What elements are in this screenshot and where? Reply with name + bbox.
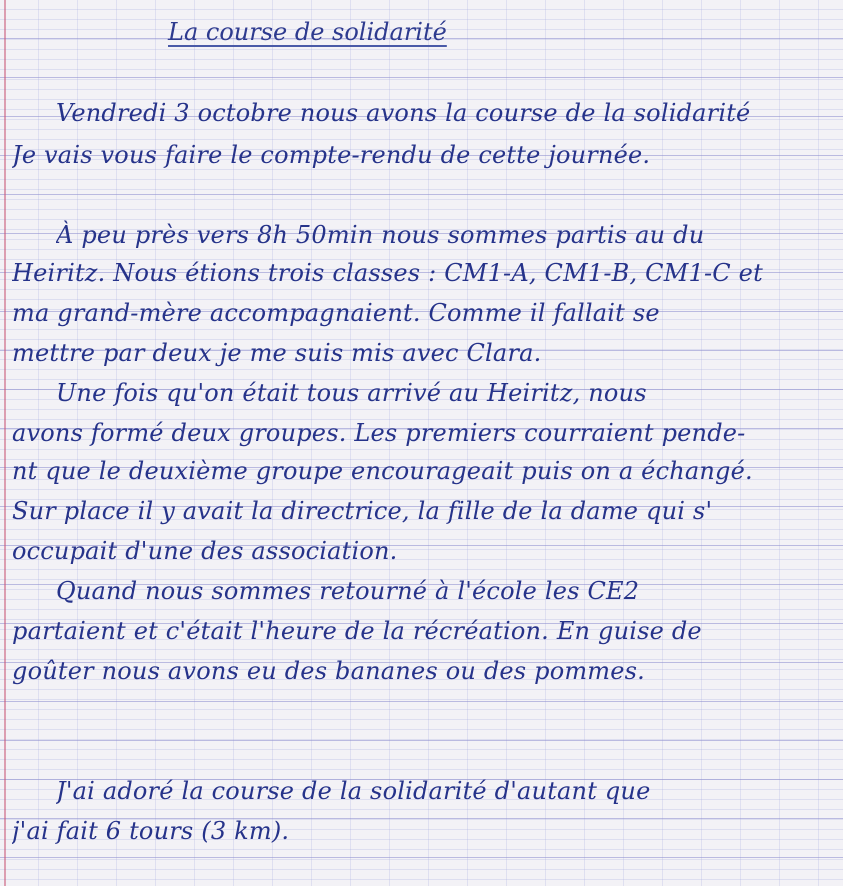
text-line: Je vais vous faire le compte-rendu de cette journée. — [12, 141, 651, 169]
text-line: Vendredi 3 octobre nous avons la course de la solidarité — [56, 99, 751, 127]
text-line: Une fois qu'on était tous arrivé au Heiritz, nous — [56, 379, 647, 407]
text-line: À peu près vers 8h 50min nous sommes partis au du — [56, 221, 705, 249]
text-line: mettre par deux je me suis mis avec Clara. — [12, 339, 542, 367]
text-line: nt que le deuxième groupe encourageait puis on a échangé. — [12, 457, 753, 485]
page-title: La course de solidarité — [168, 18, 447, 46]
text-line: J'ai adoré la course de la solidarité d'autant que — [56, 777, 651, 805]
text-line: occupait d'une des association. — [12, 537, 398, 565]
text-line: Quand nous sommes retourné à l'école les CE2 — [56, 577, 640, 605]
text-line: ma grand-mère accompagnaient. Comme il fallait se — [12, 299, 660, 327]
text-line: Heiritz. Nous étions trois classes : CM1-A, CM1-B, CM1-C et — [12, 259, 763, 287]
text-line: goûter nous avons eu des bananes ou des pommes. — [12, 657, 646, 685]
text-line: avons formé deux groupes. Les premiers courraient pende- — [12, 419, 746, 447]
text-line: partaient et c'était l'heure de la récréation. En guise de — [12, 617, 702, 645]
text-line: Sur place il y avait la directrice, la fille de la dame qui s' — [12, 497, 713, 525]
text-line: j'ai fait 6 tours (3 km). — [12, 817, 290, 845]
